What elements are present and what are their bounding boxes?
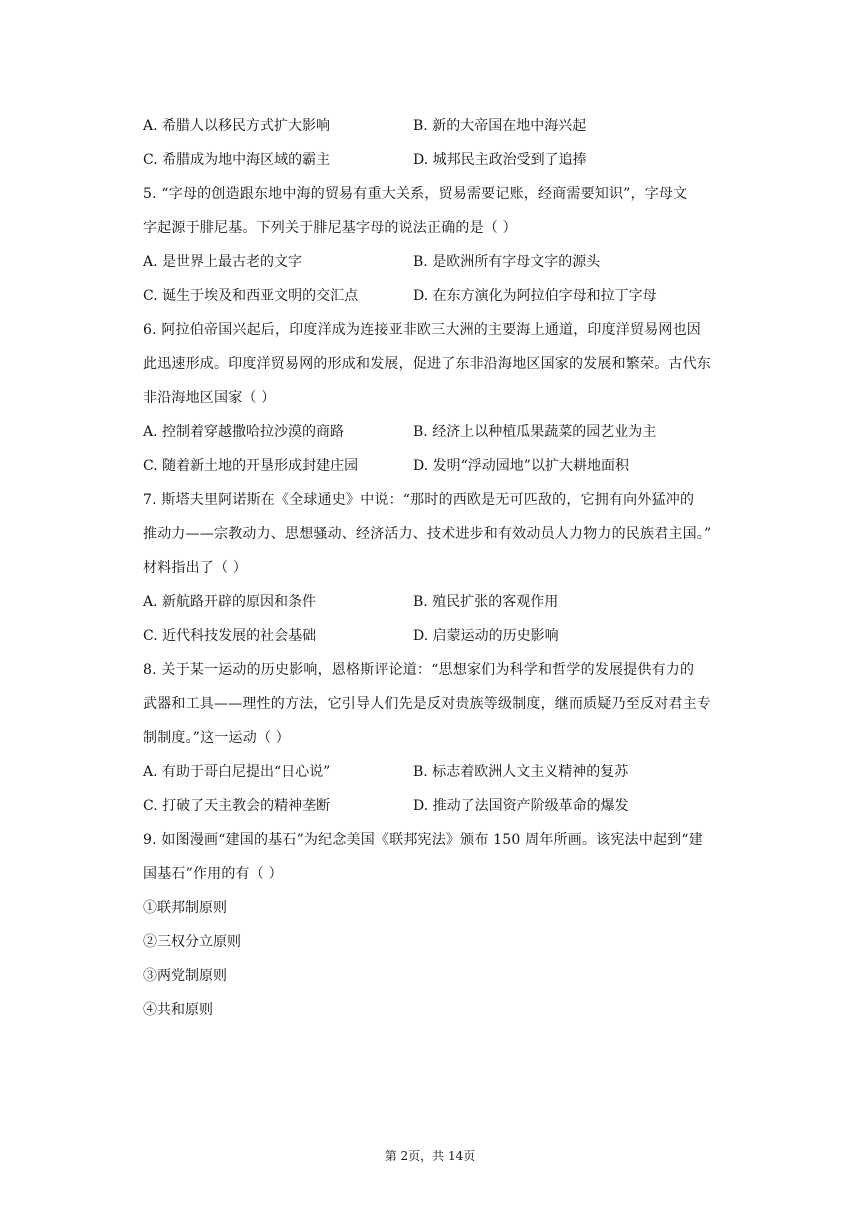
q4-option-d: D. 城邦民主政治受到了追捧	[413, 152, 587, 168]
q9-item-3: ③两党制原则	[143, 968, 227, 984]
q7-option-a: A. 新航路开辟的原因和条件	[143, 594, 317, 610]
q9-item-4: ④共和原则	[143, 1002, 213, 1018]
q4-option-a: A. 希腊人以移民方式扩大影响	[143, 118, 331, 134]
q8-stem-line-3: 制制度。”这一运动（ ）	[143, 730, 291, 746]
q5-options-row-2	[143, 279, 755, 313]
page-content	[143, 109, 755, 1027]
q5-option-a: A. 是世界上最古老的文字	[143, 254, 303, 270]
q6-stem-line-2: 此迅速形成。印度洋贸易网的形成和发展，促进了东非沿海地区国家的发展和繁荣。古代东	[143, 356, 711, 372]
q8-option-a: A. 有助于哥白尼提出“日心说”	[143, 764, 331, 780]
q8-options-row-2	[143, 789, 755, 823]
q7-stem-line-1: 7. 斯塔夫里阿诺斯在《全球通史》中说：“那时的西欧是无可匹敌的，它拥有向外猛冲的	[143, 492, 695, 508]
q8-option-c: C. 打破了天主教会的精神垄断	[143, 798, 331, 814]
q9-stem-line-1: 9. 如图漫画“建国的基石”为纪念美国《联邦宪法》颁布 150 周年所画。该宪法中起到“建	[143, 832, 703, 848]
q4-options-row-2	[143, 143, 755, 177]
q5-stem-line-2: 字起源于腓尼基。下列关于腓尼基字母的说法正确的是（ ）	[143, 220, 517, 236]
q6-option-a: A. 控制着穿越撒哈拉沙漠的商路	[143, 424, 345, 440]
q5-option-d: D. 在东方演化为阿拉伯字母和拉丁字母	[413, 288, 657, 304]
q5-option-c: C. 诞生于埃及和西亚文明的交汇点	[143, 288, 359, 304]
q7-options-row-1	[143, 585, 755, 619]
q5-stem-line-1: 5. “字母的创造跟东地中海的贸易有重大关系，贸易需要记账，经商需要知识”，字母文	[143, 186, 688, 202]
q7-option-c: C. 近代科技发展的社会基础	[143, 628, 317, 644]
q8-options-row-1	[143, 755, 755, 789]
q6-options-row-2	[143, 449, 755, 483]
q6-options-row-1	[143, 415, 755, 449]
q5-options-row-1	[143, 245, 755, 279]
page-footer: 第 2页，共 14页	[384, 1149, 476, 1163]
q7-stem-line-3: 材料指出了（ ）	[143, 560, 248, 576]
q8-stem-line-1: 8. 关于某一运动的历史影响，恩格斯评论道：“思想家们为科学和哲学的发展提供有力的	[143, 662, 695, 678]
q7-options-row-2	[143, 619, 755, 653]
q6-stem-line-1: 6. 阿拉伯帝国兴起后，印度洋成为连接亚非欧三大洲的主要海上通道，印度洋贸易网也因	[143, 322, 702, 338]
q7-option-d: D. 启蒙运动的历史影响	[413, 628, 559, 644]
q8-stem-line-2: 武器和工具——理性的方法，它引导人们先是反对贵族等级制度，继而质疑乃至反对君主专	[143, 696, 711, 712]
q7-option-b: B. 殖民扩张的客观作用	[413, 594, 559, 610]
q4-options-row-1	[143, 109, 755, 143]
q4-option-c: C. 希腊成为地中海区域的霸主	[143, 152, 331, 168]
q4-option-b: B. 新的大帝国在地中海兴起	[413, 118, 587, 134]
q6-option-c: C. 随着新土地的开垦形成封建庄园	[143, 458, 359, 474]
q9-item-1: ①联邦制原则	[143, 900, 227, 916]
q8-option-d: D. 推动了法国资产阶级革命的爆发	[413, 798, 629, 814]
q7-stem-line-2: 推动力——宗教动力、思想骚动、经济活力、技术进步和有效动员人力物力的民族君主国。”	[143, 526, 712, 542]
q6-option-b: B. 经济上以种植瓜果蔬菜的园艺业为主	[413, 424, 657, 440]
q5-option-b: B. 是欧洲所有字母文字的源头	[413, 254, 601, 270]
q6-stem-line-3: 非沿海地区国家（ ）	[143, 390, 276, 406]
q9-item-2: ②三权分立原则	[143, 934, 241, 950]
q9-stem-line-2: 国基石”作用的有（ ）	[143, 866, 283, 882]
q8-option-b: B. 标志着欧洲人文主义精神的复苏	[413, 764, 629, 780]
q6-option-d: D. 发明“浮动园地”以扩大耕地面积	[413, 458, 629, 474]
